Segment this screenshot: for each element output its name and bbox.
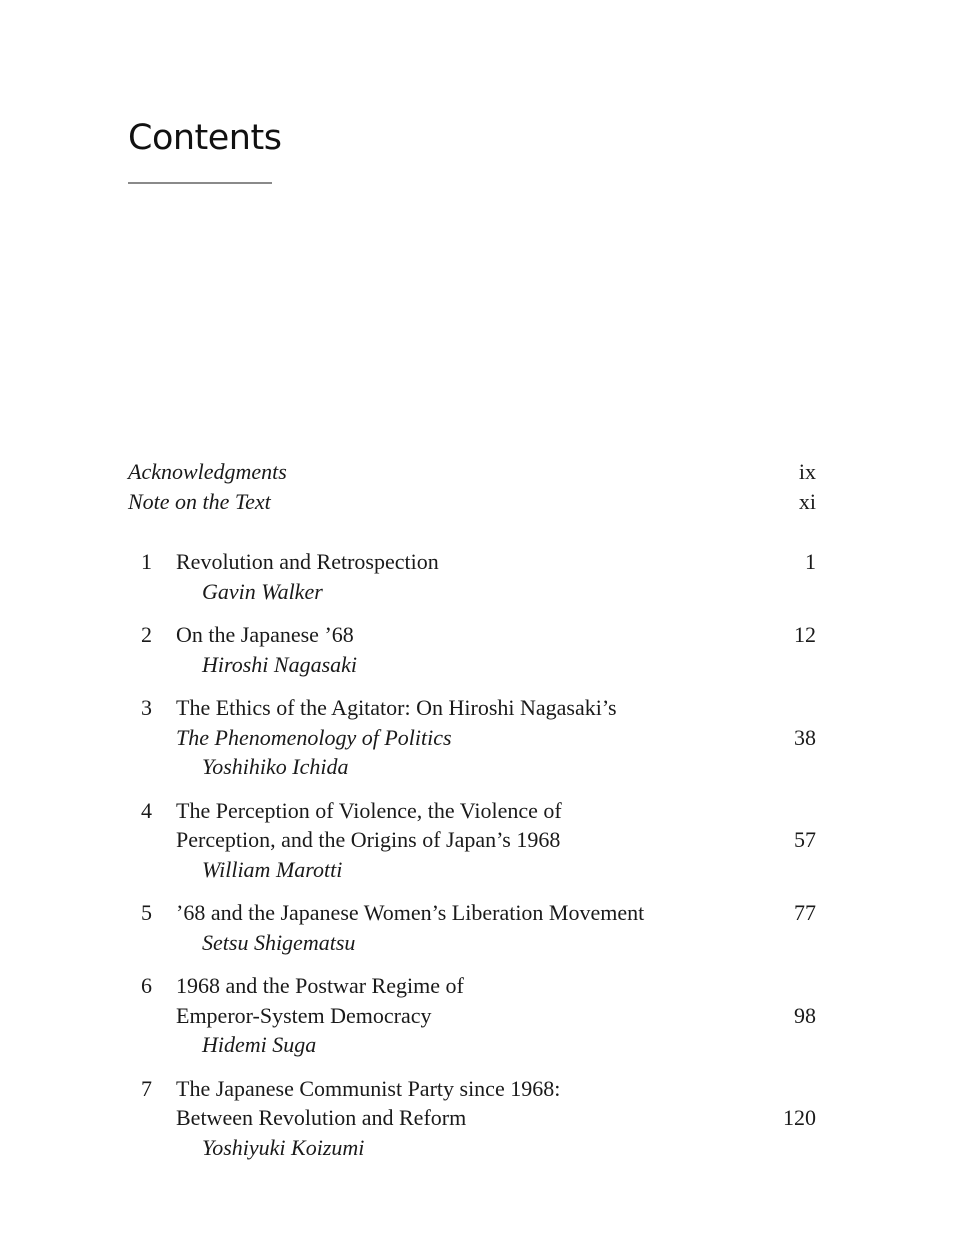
chapter-author: Setsu Shigematsu — [202, 929, 356, 955]
chapter-number: 6 — [141, 973, 152, 998]
chapter-entry[interactable] — [128, 620, 816, 679]
chapter-author: Yoshihiko Ichida — [202, 754, 349, 779]
chapter-page: 1 — [805, 549, 816, 574]
front-matter-entry[interactable] — [128, 487, 816, 517]
entry-title: Note on the Text — [128, 489, 271, 514]
chapter-author: Yoshiyuki Koizumi — [202, 1134, 365, 1160]
chapter-page: 38 — [794, 724, 816, 750]
chapter-page: 57 — [794, 827, 816, 852]
entry-page: ix — [798, 459, 816, 484]
chapter-page: 12 — [794, 622, 816, 647]
chapter-entry[interactable] — [128, 971, 816, 1060]
chapter-number: 3 — [141, 695, 152, 720]
front-matter-list — [128, 457, 816, 517]
chapter-number: 7 — [141, 1075, 152, 1101]
chapter-title-line: Between Revolution and Reform — [176, 1105, 467, 1130]
chapter-title-line: Perception, and the Origins of Japan’s 1968 — [176, 827, 561, 852]
chapter-entry[interactable] — [128, 547, 816, 606]
chapter-title-line: The Perception of Violence, the Violence of — [176, 797, 562, 823]
chapter-title: ’68 and the Japanese Women’s Liberation Movement — [176, 900, 645, 925]
chapter-title-book: The Phenomenology of Politics — [176, 724, 452, 750]
chapter-title-line: The Japanese Communist Party since 1968: — [176, 1075, 561, 1101]
chapter-entry[interactable] — [128, 1074, 816, 1163]
chapter-title: Revolution and Retrospection — [176, 549, 439, 574]
chapter-number: 4 — [141, 797, 152, 823]
chapter-author: Hidemi Suga — [202, 1032, 317, 1057]
entry-title: Acknowledgments — [128, 459, 287, 484]
front-matter-entry[interactable] — [128, 457, 816, 487]
chapter-title-line: 1968 and the Postwar Regime of — [176, 973, 464, 998]
chapter-title: On the Japanese ’68 — [176, 622, 354, 647]
chapter-entry[interactable] — [128, 693, 816, 782]
chapter-number: 2 — [141, 622, 152, 647]
chapter-author: Hiroshi Nagasaki — [202, 651, 358, 677]
page-title: Contents — [128, 118, 282, 158]
chapter-author: Gavin Walker — [202, 578, 323, 604]
chapter-page: 98 — [794, 1002, 816, 1028]
entry-page: xi — [798, 489, 816, 514]
chapter-number: 1 — [141, 549, 152, 574]
chapter-entry[interactable] — [128, 898, 816, 957]
chapter-author: William Marotti — [202, 856, 343, 882]
title-rule — [128, 182, 272, 184]
chapter-number: 5 — [141, 900, 152, 925]
chapter-list — [128, 547, 816, 1176]
chapter-page: 77 — [794, 900, 816, 925]
chapter-entry[interactable] — [128, 796, 816, 885]
chapter-title-line: The Ethics of the Agitator: On Hiroshi Nagasaki’s — [176, 695, 617, 720]
chapter-title-line: Emperor-System Democracy — [176, 1002, 432, 1028]
chapter-page: 120 — [783, 1105, 816, 1130]
